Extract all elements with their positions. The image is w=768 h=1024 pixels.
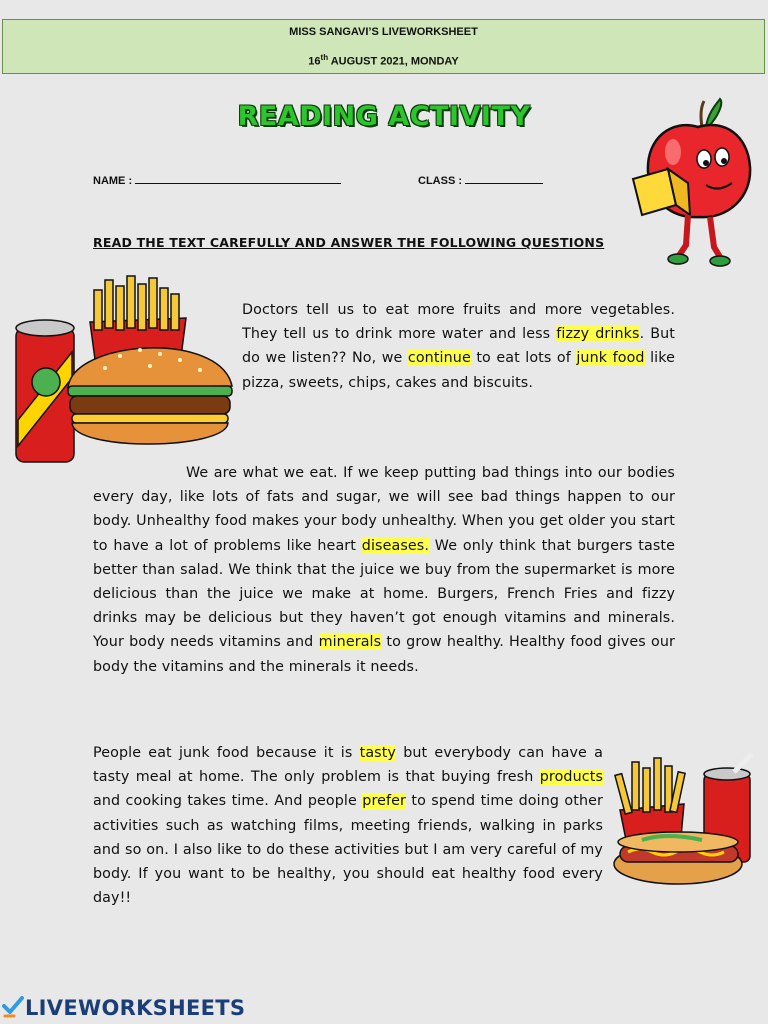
highlight-minerals: minerals — [318, 634, 382, 651]
highlight-diseases: diseases. — [361, 537, 429, 554]
paragraph-1: Doctors tell us to eat more fruits and more vegetables. They tell us to drink more water and less fizzy drinks. But do we listen?? No, we continue to eat lots of junk food like pizza, sweets, chips, cakes and biscuits. — [242, 302, 675, 391]
burger-fries-soda-icon — [10, 270, 238, 468]
name-label: NAME : — [93, 175, 133, 187]
class-label: CLASS : — [418, 175, 462, 187]
highlight-continue: continue — [407, 350, 471, 367]
worksheet-date: 16th AUGUST 2021, MONDAY — [308, 53, 459, 68]
worksheet-header — [2, 19, 765, 74]
paragraph-2: We are what we eat. If we keep putting bad things into our bodies every day, like lots of fats and sugar, we will see bad things happen to our body. Unhealthy food makes your body unhealthy. When you get older you start to have a lot of problems like heart diseases. We only think that burgers taste better than salad. We think that the juice we buy from the supermarket is more delicious than the juice we make at home. Burgers, French Fries and fizzy drinks may be delicious but they haven’t got enough vitamins and minerals. Your body needs vitamins and minerals to grow healthy. Healthy food gives our body the vitamins and the minerals it needs. — [93, 465, 676, 675]
liveworksheets-logo-icon — [2, 996, 24, 1018]
paragraph-3: People eat junk food because it is tasty but everybody can have a tasty meal at home. The only problem is that buying fresh products and cooking takes time. And people prefer to spend time doing other activities such as watching films, meeting friends, walking in parks and so on. I also like to do these activities but I am very careful of my body. If you want to be healthy, you should eat healthy food every day!! — [93, 745, 604, 907]
name-blank[interactable] — [135, 172, 341, 184]
class-field[interactable] — [418, 172, 543, 187]
highlight-fizzy-drinks: fizzy drinks — [556, 326, 640, 343]
page-title: READING ACTIVITY — [237, 101, 531, 132]
liveworksheets-logo — [2, 996, 245, 1020]
name-field[interactable] — [93, 172, 341, 187]
instruction-heading: READ THE TEXT CAREFULLY AND ANSWER THE FOLLOWING QUESTIONS — [93, 235, 605, 250]
highlight-prefer: prefer — [362, 793, 407, 810]
class-blank[interactable] — [465, 172, 543, 184]
highlight-products: products — [539, 769, 603, 786]
apple-reading-book-icon — [628, 97, 758, 269]
highlight-tasty: tasty — [359, 745, 396, 761]
hotdog-fries-soda-icon — [606, 752, 758, 888]
highlight-junk-food: junk food — [576, 350, 645, 367]
logo-text: LIVEWORKSHEETS — [25, 996, 246, 1020]
worksheet-owner: MISS SANGAVI’S LIVEWORKSHEET — [289, 26, 478, 38]
